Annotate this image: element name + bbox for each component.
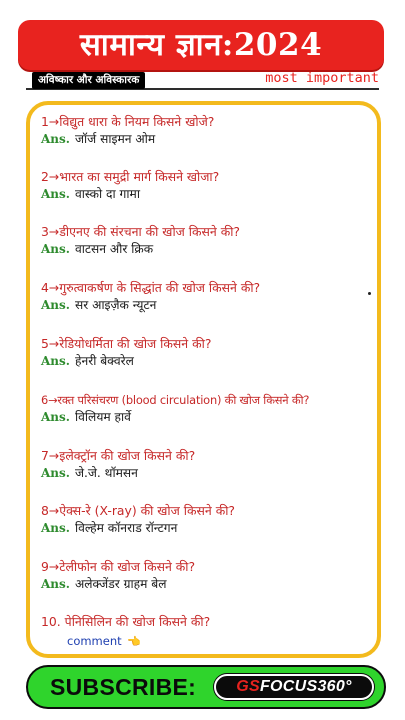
- qa-item-4: [41, 280, 377, 313]
- qa-item-7: [41, 448, 377, 481]
- answer-text: वास्को दा गामा: [74, 187, 140, 201]
- channel-logo-number: 360°: [317, 678, 352, 695]
- page-title: सामान्य ज्ञान:2024: [18, 20, 384, 70]
- answer-label: Ans.: [41, 242, 70, 256]
- answer: [41, 465, 377, 481]
- answer-label: Ans.: [41, 187, 70, 201]
- question: 3→डीएनए की संरचना की खोज किसने की?: [41, 224, 240, 239]
- subtitle-row: [0, 70, 405, 92]
- question: 9→टेलीफोन की खोज किसने की?: [41, 559, 196, 574]
- answer: [41, 520, 377, 536]
- answer-text: जॉर्ज साइमन ओम: [74, 132, 156, 146]
- answer: [41, 186, 377, 202]
- question: 10. पेनिसिलिन की खोज किसने की?: [41, 614, 211, 629]
- question: 2→भारत का समुद्री मार्ग किसने खोजा?: [41, 169, 220, 184]
- qa-item-10: [41, 614, 377, 648]
- qa-item-9: [41, 559, 377, 592]
- answer-label: Ans.: [41, 521, 70, 535]
- answer-text: विल्हेम कॉनराड रॉन्टगन: [74, 521, 178, 535]
- quiz-card: [26, 101, 381, 658]
- channel-logo-name: FOCUS: [259, 678, 318, 695]
- question: 5→रेडियोधर्मिता की खोज किसने की?: [41, 336, 212, 351]
- subscribe-label: SUBSCRIBE:: [50, 674, 197, 700]
- importance-label: most important: [265, 70, 379, 86]
- qa-item-5: [41, 336, 377, 369]
- question: 1→विद्युत धारा के नियम किसने खोजे?: [41, 114, 215, 129]
- answer-label: Ans.: [41, 577, 70, 591]
- qa-item-6: [41, 392, 377, 425]
- answer-label: Ans.: [41, 354, 70, 368]
- qa-item-1: [41, 114, 377, 147]
- answer: [41, 297, 377, 313]
- answer: [41, 353, 377, 369]
- channel-logo-prefix: GS: [236, 678, 260, 695]
- comment-hint[interactable]: comment 👈: [67, 634, 141, 648]
- answer-text: हेनरी बेक्वरेल: [74, 354, 134, 368]
- answer-label: Ans.: [41, 298, 70, 312]
- qa-item-3: [41, 224, 377, 257]
- answer: [41, 409, 377, 425]
- pointing-hand-icon: 👈: [127, 635, 141, 648]
- question: 8→ऐक्स-रे (X-ray) की खोज किसने की?: [41, 503, 235, 518]
- answer-label: Ans.: [41, 410, 70, 424]
- category-badge: अविष्कार और अविस्कारक: [32, 72, 145, 89]
- answer-text: जे.जे. थॉमसन: [74, 466, 138, 480]
- answer: [41, 131, 377, 147]
- answer-label: Ans.: [41, 132, 70, 146]
- dot-mark: [368, 292, 371, 295]
- answer-text: अलेक्जेंडर ग्राहम बेल: [74, 577, 167, 591]
- question: 6→रक्त परिसंचरण (blood circulation) की खोज किसने की?: [41, 393, 310, 407]
- qa-item-8: [41, 503, 377, 536]
- answer-label: Ans.: [41, 466, 70, 480]
- answer: [41, 576, 377, 592]
- answer-text: विलियम हार्वे: [74, 410, 131, 424]
- answer-text: सर आइज़ैक न्यूटन: [74, 298, 157, 312]
- question: 7→इलेक्ट्रॉन की खोज किसने की?: [41, 448, 196, 463]
- question: 4→गुरुत्वाकर्षण के सिद्धांत की खोज किसने की?: [41, 280, 261, 295]
- subscribe-banner[interactable]: [26, 665, 386, 709]
- channel-logo[interactable]: [214, 674, 374, 700]
- answer: [41, 241, 377, 257]
- qa-item-2: [41, 169, 377, 202]
- answer-text: वाटसन और क्रिक: [74, 242, 154, 256]
